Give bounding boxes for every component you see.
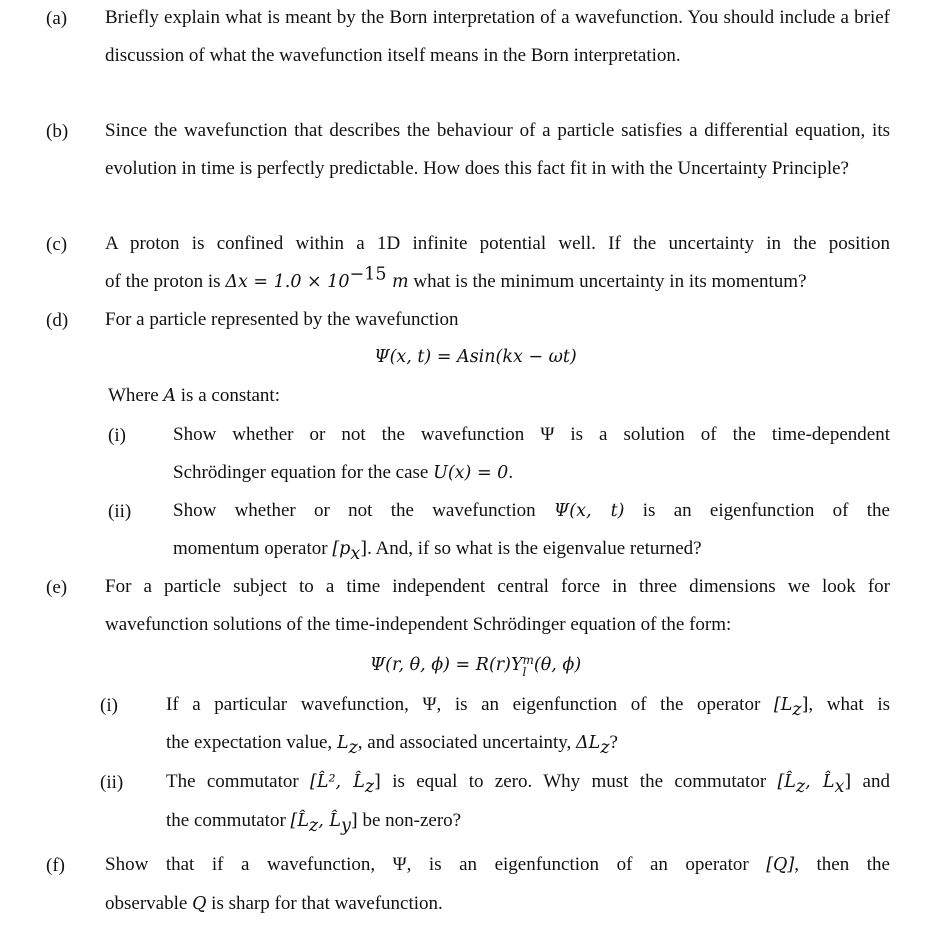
e-i-line1-pre: If a particular wavefunction, Ψ, is an eigenfunction of the operator <box>166 694 774 715</box>
commutator-l2-lz: [L̂², L̂ <box>310 772 365 792</box>
commutator-lz-ly-sub1: z <box>308 815 319 836</box>
commutator-lz-ly-close: ] <box>350 811 358 831</box>
delta-x-exponent: −15 <box>349 264 387 285</box>
d-ii-line2-post: . And, if so what is the eigenvalue returned? <box>367 538 702 559</box>
question-e-ii-line2 <box>166 806 461 836</box>
commutator-l2-lz-close: ] <box>374 772 381 792</box>
question-e-line1: For a particle subject to a time independent central force in three dimensions we look for <box>105 576 890 597</box>
commutator-lz-lx-close: ] <box>844 772 852 792</box>
where-post: is a constant: <box>176 385 280 406</box>
momentum-operator: [p <box>332 539 351 559</box>
delta-x-expression: Δx = 1.0 × 10 <box>225 272 350 292</box>
f-line1-pre: Show that if a wavefunction, Ψ, is an eigenfunction of an operator <box>105 854 767 875</box>
question-d-where <box>108 381 280 411</box>
u-of-x-expression: U(x) = 0 <box>433 463 509 483</box>
question-c-line2-pre: of the proton is <box>105 271 226 292</box>
question-e-ii-line1 <box>166 767 890 797</box>
psi-x-t-expression: Ψ(x, t) <box>553 501 625 521</box>
question-a-text: Briefly explain what is meant by the Born interpretation of a wavefunction. You should include a brief discussion of what the wavefunction itself means in the Born interpretation. <box>105 7 890 66</box>
question-e-label: (e) <box>46 577 68 598</box>
question-d-i-line2 <box>173 458 513 488</box>
question-d-equation: Ψ(x, t) = Asin(kx − ωt) <box>374 347 577 367</box>
question-e-i-line1 <box>166 690 890 720</box>
f-line2-pre: observable <box>105 893 193 914</box>
question-d-label: (d) <box>46 310 69 331</box>
d-i-line2-pre: Schrödinger equation for the case <box>173 462 434 483</box>
question-e-ii-label: (ii) <box>100 772 124 793</box>
commutator-lz-lx-sub2: x <box>834 776 845 797</box>
d-ii-line1-pre: Show whether or not the wavefunction <box>173 500 554 521</box>
commutator-l2-lz-sub: z <box>364 776 375 797</box>
delta-x-unit: m <box>386 272 409 292</box>
question-c-line2 <box>105 264 807 297</box>
question-d-intro: For a particle represented by the wavefunction <box>105 309 459 330</box>
e-ii-line2-pre: the commutator <box>166 810 291 831</box>
question-f-line1 <box>105 850 890 880</box>
question-a-label: (a) <box>46 8 68 29</box>
question-e-line2: wavefunction solutions of the time-independent Schrödinger equation of the form: <box>105 614 732 635</box>
e-i-line2-mid: , and associated uncertainty, <box>357 732 577 753</box>
e-i-line2-post: ? <box>609 732 618 753</box>
f-line2-post: is sharp for that wavefunction. <box>206 893 443 914</box>
question-e-equation <box>0 650 951 680</box>
lz-operator-subscript: z <box>792 699 802 720</box>
commutator-lz-lx-sub1: z <box>795 776 806 797</box>
question-c-label: (c) <box>46 234 68 255</box>
lz-value: L <box>336 733 349 753</box>
d-ii-line1-post: is an eigenfunction of the <box>624 500 890 521</box>
observable-q: Q <box>192 894 207 914</box>
commutator-lz-lx-mid: , L̂ <box>805 772 835 792</box>
e-ii-line1-post: and <box>851 771 890 792</box>
e-ii-line1-mid: is equal to zero. Why must the commutator <box>380 771 778 792</box>
question-f-line2 <box>105 889 443 919</box>
e-i-line2-pre: the expectation value, <box>166 732 337 753</box>
question-c-line2-post: what is the minimum uncertainty in its momentum? <box>408 271 807 292</box>
commutator-lz-ly-sub2: y <box>340 815 351 836</box>
q-operator: [Q] <box>766 855 795 875</box>
e-i-line1-post: , what is <box>808 694 890 715</box>
question-d-i-label: (i) <box>108 425 126 446</box>
commutator-lz-ly-mid: , L̂ <box>318 811 341 831</box>
question-f-label: (f) <box>46 855 65 876</box>
question-d-ii-line1 <box>173 496 890 526</box>
lz-value-subscript: z <box>348 737 358 758</box>
e-equation-sup: m <box>522 652 534 667</box>
e-equation-sub: l <box>522 664 527 679</box>
question-e-i-label: (i) <box>100 695 118 716</box>
d-ii-line2-pre: momentum operator <box>173 538 333 559</box>
question-e-i-line2 <box>166 728 618 758</box>
question-d-ii-line2 <box>173 534 702 564</box>
constant-a: A <box>163 386 177 406</box>
question-d-i-line1: Show whether or not the wavefunction Ψ is a solution of the time-dependent <box>173 424 890 445</box>
lz-operator: [L <box>773 695 793 715</box>
f-line1-post: , then the <box>794 854 890 875</box>
question-b-text: Since the wavefunction that describes the behaviour of a particle satisfies a differential equation, its evolution in time is perfectly predictable. How does this fact fit in with the Uncertainty Principle? <box>105 120 890 179</box>
momentum-operator-close: ] <box>360 539 368 559</box>
delta-lz: ΔL <box>576 733 601 753</box>
delta-lz-subscript: z <box>600 737 610 758</box>
momentum-operator-subscript: x <box>350 543 361 564</box>
question-c-line1: A proton is confined within a 1D infinite potential well. If the uncertainty in the position <box>105 233 890 254</box>
e-equation-pre: Ψ(r, θ, ϕ) = R(r)Y <box>369 655 523 675</box>
lz-operator-close: ] <box>801 695 809 715</box>
question-d-ii-label: (ii) <box>108 501 132 522</box>
e-ii-line1-pre: The commutator <box>166 771 311 792</box>
e-equation-post: (θ, ϕ) <box>533 655 582 675</box>
e-ii-line2-post: be non-zero? <box>357 810 462 831</box>
commutator-lz-lx: [L̂ <box>777 772 796 792</box>
d-i-line2-post: . <box>508 462 514 483</box>
question-b-label: (b) <box>46 121 69 142</box>
commutator-lz-ly: [L̂ <box>290 811 309 831</box>
where-pre: Where <box>108 385 164 406</box>
